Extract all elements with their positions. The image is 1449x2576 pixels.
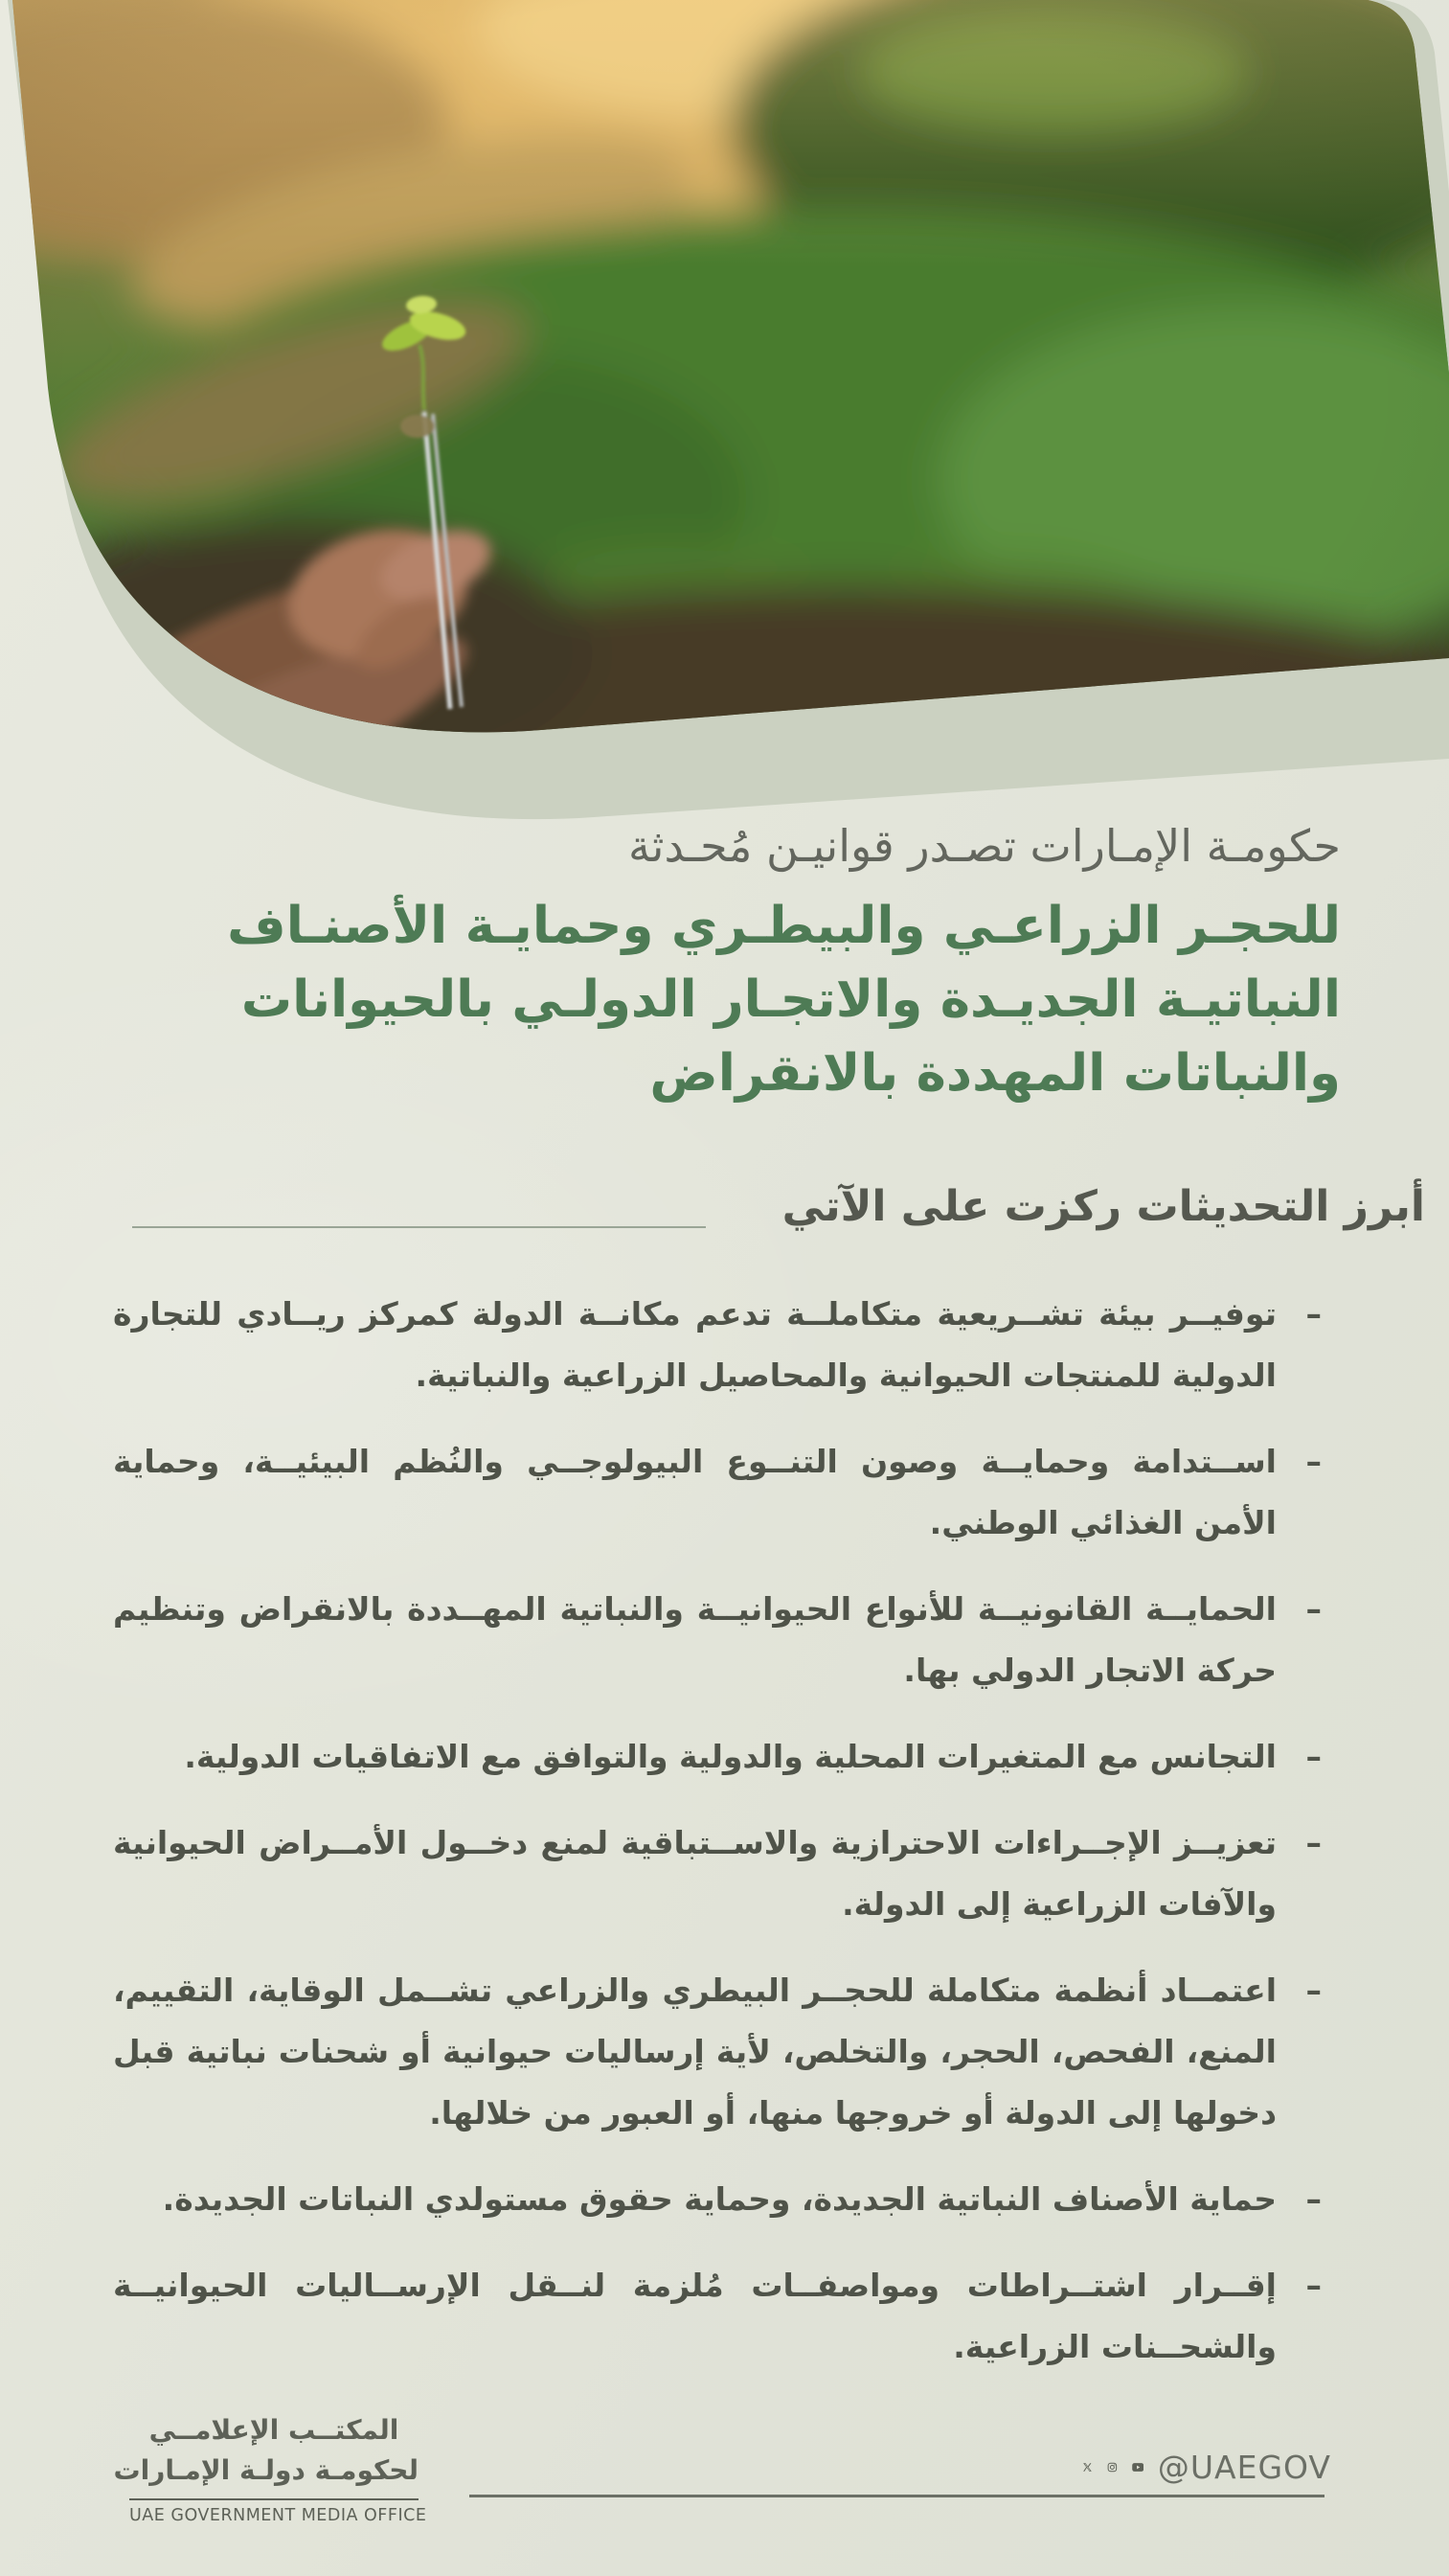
uae-gov-media-office-logo [113, 2410, 427, 2525]
list-item [113, 1960, 1322, 2144]
list-item [113, 1579, 1322, 1701]
bullet-text: اعتمــاد أنظمة متكاملة للحجــر البيطري والزراعي تشــمل الوقاية، التقييم، المنع، الفحص، الحجر، والتخلص، لأية إرساليات حيوانية أو شحنات نباتية قبل دخولها إلى الدولة أو خروجها منها، أو العبور من خلالها. [113, 1972, 1277, 2131]
hero-image [0, 0, 1449, 881]
bullet-text: إقــرار اشتــراطات ومواصفــات مُلزمة لنــقل الإرســاليات الحيوانيــة والشحــنات الزراعية. [113, 2267, 1277, 2365]
logo-arabic-line-2: لحكومـة دولـة الإمـارات [113, 2454, 419, 2486]
headline-line-1: للحجـر الزراعـي والبيطـري وحمايـة الأصنـاف [227, 897, 1341, 955]
section-heading: أبرز التحديثات ركزت على الآتي [781, 1182, 1425, 1231]
section-divider-line [132, 1226, 706, 1228]
bullet-dash: – [1305, 1738, 1322, 1775]
list-item [113, 1726, 1322, 1788]
updates-list [113, 1284, 1322, 2403]
social-media-row [1082, 2449, 1331, 2486]
bullet-text: اســتدامة وحمايــة وصون التنــوع البيولوجــي والنُظم البيئيــة، وحماية الأمن الغذائي الوطني. [113, 1443, 1277, 1541]
instagram-icon[interactable] [1107, 2454, 1118, 2480]
main-headline [227, 889, 1341, 1110]
youtube-icon[interactable] [1132, 2455, 1143, 2479]
logo-english-caption: UAE GOVERNMENT MEDIA OFFICE [129, 2506, 427, 2525]
list-item [113, 1812, 1322, 1935]
headline-line-2: النباتيـة الجديـدة والاتجـار الدولـي بالحيوانات [240, 970, 1341, 1029]
list-item [113, 1284, 1322, 1406]
section-header [0, 1173, 1425, 1249]
footer-divider-line [469, 2495, 1324, 2497]
bullet-dash: – [1305, 2180, 1322, 2218]
logo-arabic-line-1: المكتــب الإعلامــي [148, 2414, 399, 2446]
bullet-dash: – [1305, 2267, 1322, 2304]
list-item [113, 2255, 1322, 2378]
bullet-text: الحمايــة القانونيــة للأنواع الحيوانيــة والنباتية المهــددة بالانقراض وتنظيم حركة الاتجار الدولي بها. [113, 1590, 1277, 1689]
bullet-dash: – [1305, 1443, 1322, 1480]
kicker-title: حكومـة الإمـارات تصـدر قوانيـن مُحـدثة [628, 820, 1341, 872]
list-item [113, 2169, 1322, 2230]
headline-line-3: والنباتات المهددة بالانقراض [649, 1044, 1341, 1103]
bullet-text: تعزيــز الإجــراءات الاحترازية والاســتباقية لمنع دخــول الأمــراض الحيوانية والآفات الزراعية إلى الدولة. [113, 1824, 1277, 1923]
bullet-text: حماية الأصناف النباتية الجديدة، وحماية حقوق مستولدي النباتات الجديدة. [162, 2180, 1277, 2218]
x-icon[interactable] [1082, 2454, 1093, 2480]
bullet-dash: – [1305, 1590, 1322, 1628]
bullet-text: التجانس مع المتغيرات المحلية والدولية والتوافق مع الاتفاقيات الدولية. [184, 1738, 1277, 1775]
bullet-text: توفيــر بيئة تشــريعية متكاملــة تدعم مكانــة الدولة كمركز ريــادي للتجارة الدولية للمنتجات الحيوانية والمحاصيل الزراعية والنباتية. [113, 1295, 1277, 1394]
bullet-dash: – [1305, 1972, 1322, 2009]
logo-divider [129, 2498, 419, 2500]
list-item [113, 1431, 1322, 1554]
bullet-dash: – [1305, 1824, 1322, 1861]
bullet-dash: – [1305, 1295, 1322, 1333]
social-handle[interactable]: @UAEGOV [1157, 2449, 1332, 2486]
